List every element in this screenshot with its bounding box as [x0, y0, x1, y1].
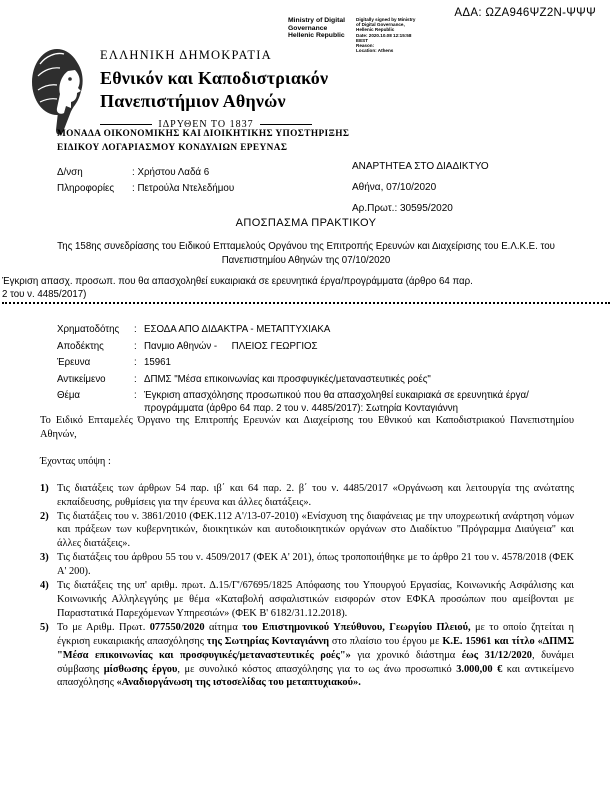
contact-row — [57, 181, 234, 197]
contact-block — [57, 165, 234, 196]
list-item-text-bold: 077550/2020 — [149, 621, 205, 633]
list-item-text-bold: του Επιστημονικού Υπεύθυνου, Γεωργίου Πλειού, — [242, 621, 471, 633]
list-item-text: και αντικείμενο απασχόλησης — [57, 663, 575, 689]
meta-table-row — [57, 389, 545, 415]
athena-head-icon — [30, 46, 94, 136]
contact-row — [57, 165, 234, 181]
document-body — [40, 414, 574, 690]
meta-table-value: ΔΠΜΣ "Μέσα επικοινωνίας και προσφυγικές/μεταναστευτικές ροές" — [144, 373, 431, 385]
having-regard-label: Έχοντας υπόψη : — [40, 455, 111, 467]
list-item-text: Τις διατάξεις των άρθρων 54 παρ. ιβ΄ και 64 παρ. 2. β΄ του ν. 4485/2017 «Οργάνωση και λειτουργία της ανώτατης εκπαίδευσης, ρυθμίσεις για την έρευνα και άλλες διατάξεις». — [57, 482, 574, 508]
signer-line: Governance — [288, 24, 328, 32]
list-item-number: 2) — [40, 510, 49, 522]
protocol-number: Αρ.Πρωτ.: 30595/2020 — [352, 203, 453, 214]
list-item-text: Τις διατάξεις του ν. 3861/2010 (ΦΕΚ.112 Α'/13-07-2010) «Ενίσχυση της διαφάνειας με την υποχρεωτική ανάρτηση νόμων και πράξεων των κυβερνητικών, διοικητικών και αυτοδιοικητικών οργάνων στο Διαδίκτυο "Πρόγραμμα Διαύγεια" και άλλες διατάξεις». — [57, 510, 574, 550]
list-item-text: , δυνάμει σύμβασης — [57, 649, 574, 675]
contact-label: Δ/νση — [57, 167, 83, 178]
contact-label: Πληροφορίες — [57, 182, 115, 194]
list-item — [40, 482, 574, 510]
list-item-text-bold: Κ.Ε. 15961 και τίτλο «ΔΠΜΣ "Μέσα επικοινωνίας και προσφυγικές/μεταναστευτικές ροές"» — [57, 635, 574, 661]
list-item — [40, 551, 574, 579]
list-item-text-bold: μίσθωσης έργου — [103, 663, 178, 675]
founded-text: ΙΔΡΥΘΕΝ ΤΟ 1837 — [158, 119, 254, 130]
contact-value: : Χρήστου Λαδά 6 — [132, 167, 210, 178]
university-name-line2: Πανεπιστήμιον Αθηνών — [100, 91, 286, 111]
meta-table-row — [57, 340, 545, 353]
signer-line: Ministry of Digital — [288, 17, 346, 24]
meta-table-separator: : — [134, 373, 137, 385]
list-item-text-bold: έως 31/12/2020 — [461, 649, 532, 661]
signature-detail-line: EEST — [356, 37, 368, 43]
document-title: ΑΠΟΣΠΑΣΜΑ ΠΡΑΚΤΙΚΟΥ — [235, 217, 377, 229]
subject-line1: Έγκριση απασχ. προσωπ. που θα απασχοληθεί ευκαιριακά σε ερευνητικά έργα/προγράμματα (άρθρο 64 παρ. — [2, 276, 473, 287]
list-item-text: Τις διατάξεις της υπ' αριθμ. πρωτ. Δ.15/Γ'/67695/1825 Απόφασης του Υπουργού Εργασίας, Κοινωνικής Ασφάλισης και Κοινωνικής Αλληλεγγύης με θέμα «Καταβολή ασφαλιστικών εισφορών στον ΕΦΚΑ προσώπων που αμείβονται με Παραστατικά Παρεχόμενων Υπηρεσιών» (ΦΕΚ Β' 6182/31.12.2018). — [57, 580, 574, 619]
meta-table-label: Αποδέκτης — [57, 340, 104, 352]
meta-table-separator: : — [134, 357, 137, 368]
signature-detail-line: Hellenic Republic — [356, 27, 395, 33]
meta-table — [57, 323, 545, 419]
meta-table-value: ΕΣΟΔΑ ΑΠΟ ΔΙΔΑΚΤΡΑ - ΜΕΤΑΠΤΥΧΙΑΚΑ — [144, 324, 331, 335]
meta-table-value: 15961 — [144, 357, 171, 368]
list-item-number: 3) — [40, 552, 49, 564]
list-item — [40, 579, 574, 621]
meta-table-label: Χρηματοδότης — [57, 324, 120, 335]
meta-table-label: Έρευνα — [57, 357, 91, 368]
list-item-text: Το με Αριθμ. Πρωτ. — [57, 621, 150, 633]
subject-block — [2, 276, 610, 304]
place-date: Αθήνα, 07/10/2020 — [352, 182, 437, 193]
list-item — [40, 621, 574, 691]
list-item-text-bold: της Σωτηρίας Κονταγιάννη — [206, 635, 330, 647]
meta-table-label: Θέμα — [57, 390, 81, 401]
signature-detail-line: Location: Athens — [356, 48, 394, 54]
signature-detail-line: of Digital Governance, — [356, 22, 405, 28]
department-block — [57, 127, 349, 155]
founded-rule-right — [260, 124, 312, 125]
internet-posting-label: ΑΝΑΡΤΗΤΕΑ ΣΤΟ ΔΙΑΔΙΚΤΥΟ — [352, 161, 489, 172]
list-item-number: 5) — [40, 621, 49, 633]
meta-table-separator: : — [134, 340, 137, 352]
university-emblem-logo — [30, 46, 94, 136]
signature-detail-line: Date: 2020.10.08 12:15:58 — [356, 32, 412, 38]
list-item-text: Τις διατάξεις του άρθρου 55 του ν. 4509/2017 (ΦΕΚ Α' 201), όπως τροποποιήθηκε με το άρθρο 21 του ν. 4578/2018 (ΦΕΚ Α' 200). — [57, 552, 574, 578]
contact-value: : Πετρούλα Ντελεδήμου — [132, 182, 235, 194]
numbered-list — [40, 482, 574, 691]
founded-rule-left — [100, 124, 152, 125]
university-header — [100, 48, 400, 130]
university-name-line1: Εθνικόν και Καποδιστριακόν — [100, 68, 329, 88]
list-item-text: για χρονικό διάστημα — [350, 649, 462, 661]
body-intro: Το Ειδικό Επταμελές Όργανο της Επιτροπής Ερευνών και Διαχείρισης του Εθνικού και Καποδιστριακού Πανεπιστημίου Αθηνών, — [40, 415, 574, 440]
meta-table-value: Πανμιο Αθηνών - ΠΛΕΙΟΣ ΓΕΩΡΓΙΟΣ — [144, 340, 318, 352]
list-item-text: αίτημα — [204, 621, 243, 633]
list-item-text-bold: 3.000,00 € — [456, 663, 503, 675]
meta-table-separator: : — [134, 324, 137, 335]
list-item-number: 4) — [40, 580, 49, 592]
subject-line2: 2 του ν. 4485/2017) — [2, 289, 610, 305]
meta-table-separator: : — [134, 390, 137, 401]
department-line2: ΕΙΔΙΚΟΥ ΛΟΓΑΡΙΑΣΜΟΥ ΚΟΝΔΥΛΙΩΝ ΕΡΕΥΝΑΣ — [57, 143, 288, 153]
meta-table-row — [57, 356, 545, 369]
list-item-text: , με συνολικό κόστος απασχόλησης για το ως άνω προσωπικό — [177, 663, 457, 675]
meta-table-label: Αντικείμενο — [57, 373, 106, 385]
meta-table-row — [57, 323, 545, 336]
list-item — [40, 510, 574, 552]
list-item-text-bold: «Αναδιοργάνωση της ιστοσελίδας του μεταπτυχιακού». — [116, 677, 361, 689]
signature-detail-line: Reason: — [356, 43, 375, 49]
meta-table-row — [57, 373, 545, 386]
list-item-text: με το οποίο ζητείται η έγκριση ευκαιριακής απασχόλησης — [57, 621, 574, 647]
department-line1: ΜΟΝΑΔΑ ΟΙΚΟΝΟΜΙΚΗΣ ΚΑΙ ΔΙΟΙΚΗΤΙΚΗΣ ΥΠΟΣΤΗΡΙΞΗΣ — [57, 129, 350, 139]
right-meta-block — [352, 156, 489, 219]
ada-code: ΑΔΑ: ΩΖΑ946ΨΖ2Ν-ΨΨΨ — [454, 7, 596, 19]
signer-line: Hellenic Republic — [288, 32, 345, 40]
session-description: Της 158ης συνεδρίασης του Ειδικού Επταμελούς Οργάνου της Επιτροπής Ερευνών και Διαχείρισης του Ε.Λ.Κ.Ε. του Πανεπιστημίου Αθηνών της 07/10/2020 — [57, 241, 555, 266]
list-item-text: στο πλαίσιο του έργου με — [329, 635, 443, 647]
meta-table-value: Έγκριση απασχόλησης προσωπικού που θα απασχοληθεί ευκαιριακά σε ερευνητικά έργα/προγράμματα (άρθρο 64 παρ. 2 του ν. 4485/2017): Σωτηρία Κονταγιάννη — [144, 390, 529, 414]
signature-detail-line: Digitally signed by Ministry — [356, 17, 416, 22]
hellenic-republic-label: ΕΛΛΗΝΙΚΗ ΔΗΜΟΚΡΑΤΙΑ — [100, 48, 272, 62]
list-item-number: 1) — [40, 482, 49, 494]
